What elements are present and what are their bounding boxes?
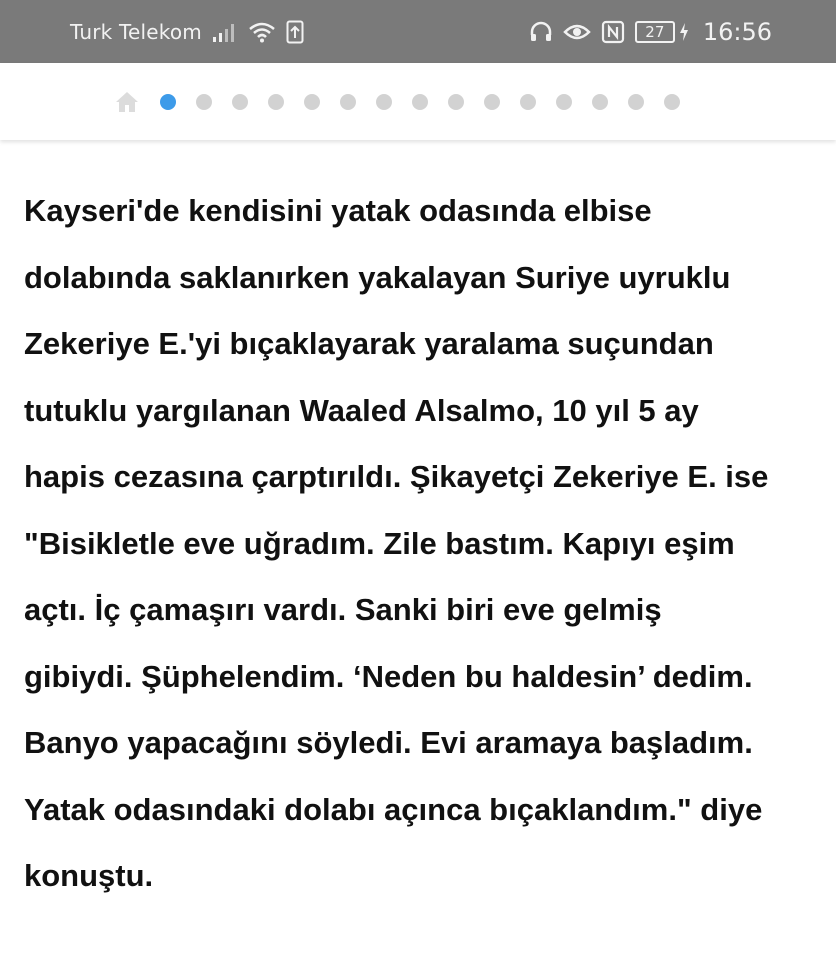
- status-right: [529, 18, 772, 46]
- page-dot[interactable]: [196, 94, 212, 110]
- charging-icon: [679, 22, 689, 42]
- article-line: açtı. İç çamaşırı vardı. Sanki biri eve gelmiş: [24, 592, 662, 627]
- article-line: tutuklu yargılanan Waaled Alsalmo, 10 yıl 5 ay: [24, 392, 699, 428]
- nfc-icon: [601, 20, 625, 44]
- page-dot[interactable]: [412, 94, 428, 110]
- page-dot[interactable]: [448, 94, 464, 110]
- page-dot[interactable]: [376, 94, 392, 110]
- headset-icon: [529, 21, 553, 43]
- article-body: [24, 178, 824, 910]
- article-line: konuştu.: [24, 858, 154, 893]
- article-line: "Bisikletle eve uğradım. Zile bastım. Kapıyı eşim: [24, 525, 735, 561]
- clock: 16:56: [702, 17, 772, 46]
- page-dot[interactable]: [304, 94, 320, 110]
- page-dot[interactable]: [160, 94, 176, 110]
- article-line: Kayseri'de kendisini yatak odasında elbise: [24, 193, 652, 228]
- article-line: Zekeriye E.'yi bıçaklayarak yaralama suçundan: [24, 326, 714, 361]
- signal-icon: [212, 21, 238, 43]
- wifi-icon: [248, 21, 276, 43]
- page-dot[interactable]: [628, 94, 644, 110]
- page-dot[interactable]: [664, 94, 680, 110]
- page-dot[interactable]: [592, 94, 608, 110]
- page-indicator: [114, 90, 680, 114]
- status-bar: [0, 0, 836, 63]
- page-dot[interactable]: [484, 94, 500, 110]
- article-line: hapis cezasına çarptırıldı. Şikayetçi Zekeriye E. ise: [24, 459, 769, 494]
- article-line: Banyo yapacağını söyledi. Evi aramaya başladım.: [24, 725, 753, 760]
- page-dot[interactable]: [340, 94, 356, 110]
- article-line: dolabında saklanırken yakalayan Suriye uyruklu: [24, 259, 731, 295]
- status-left: [70, 20, 304, 44]
- page-indicator-bar: [0, 63, 836, 140]
- page-dot[interactable]: [268, 94, 284, 110]
- article-line: gibiydi. Şüphelendim. ‘Neden bu haldesin’ dedim.: [24, 658, 753, 694]
- page-dot[interactable]: [520, 94, 536, 110]
- eye-icon: [563, 21, 591, 43]
- battery-level: 27: [635, 21, 675, 43]
- page-dot[interactable]: [232, 94, 248, 110]
- page-dot[interactable]: [556, 94, 572, 110]
- article-line: Yatak odasındaki dolabı açınca bıçaklandım." diye: [24, 791, 763, 827]
- home-icon[interactable]: [114, 90, 140, 114]
- upload-icon: [286, 20, 304, 44]
- battery-icon: [635, 21, 689, 43]
- carrier-name: Turk Telekom: [70, 19, 202, 44]
